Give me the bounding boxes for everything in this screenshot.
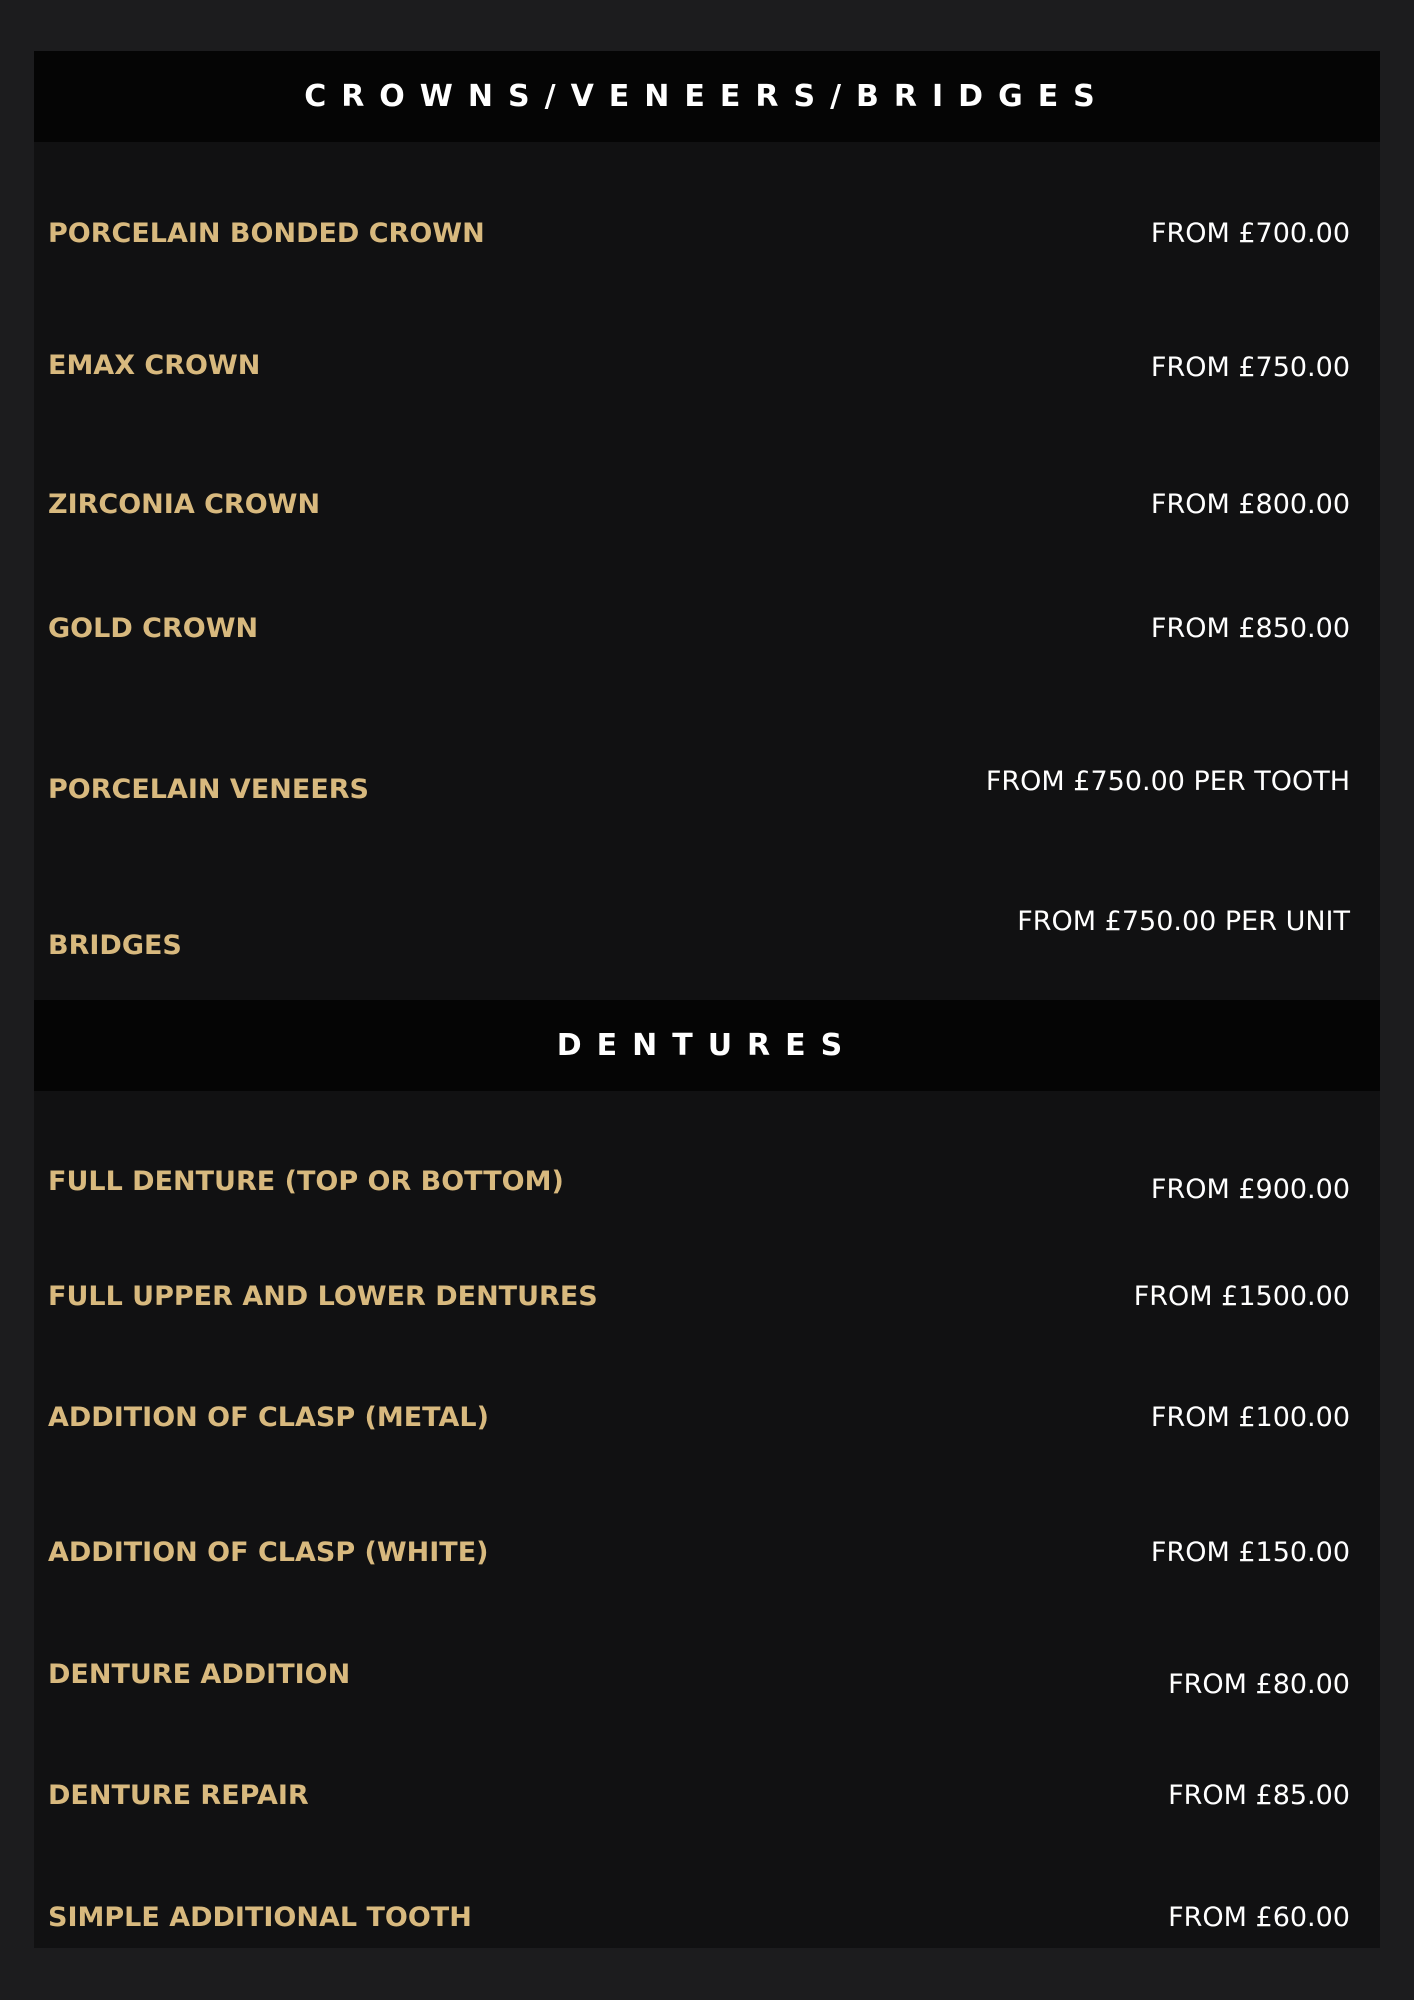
- item-price-porcelain-veneers: FROM £750.00 PER TOOTH: [985, 766, 1350, 797]
- item-price-full-denture: FROM £900.00: [1150, 1174, 1350, 1205]
- item-name-porcelain-bonded-crown: PORCELAIN BONDED CROWN: [48, 218, 485, 249]
- item-price-porcelain-bonded-crown: FROM £700.00: [1150, 218, 1350, 249]
- item-name-denture-addition: DENTURE ADDITION: [48, 1659, 351, 1690]
- item-name-denture-repair: DENTURE REPAIR: [48, 1780, 309, 1811]
- item-price-emax-crown: FROM £750.00: [1150, 352, 1350, 383]
- item-name-porcelain-veneers: PORCELAIN VENEERS: [48, 774, 369, 805]
- item-name-zirconia-crown: ZIRCONIA CROWN: [48, 489, 321, 520]
- item-price-addition-of-clasp-metal: FROM £100.00: [1150, 1402, 1350, 1433]
- item-name-addition-of-clasp-white: ADDITION OF CLASP (WHITE): [48, 1537, 489, 1568]
- item-name-full-denture: FULL DENTURE (TOP OR BOTTOM): [48, 1166, 564, 1197]
- item-name-simple-additional-tooth: SIMPLE ADDITIONAL TOOTH: [48, 1902, 472, 1933]
- section-header-crowns-veneers-bridges: CROWNS/VENEERS/BRIDGES: [34, 51, 1380, 142]
- item-price-gold-crown: FROM £850.00: [1150, 613, 1350, 644]
- item-name-gold-crown: GOLD CROWN: [48, 613, 259, 644]
- item-name-bridges: BRIDGES: [48, 930, 182, 961]
- price-list-panel: [34, 51, 1380, 1948]
- item-price-simple-additional-tooth: FROM £60.00: [1168, 1902, 1350, 1933]
- item-price-denture-addition: FROM £80.00: [1168, 1669, 1350, 1700]
- item-price-full-upper-lower-dentures: FROM £1500.00: [1133, 1281, 1350, 1312]
- item-price-addition-of-clasp-white: FROM £150.00: [1150, 1537, 1350, 1568]
- item-price-bridges: FROM £750.00 PER UNIT: [1017, 906, 1350, 937]
- item-price-zirconia-crown: FROM £800.00: [1150, 489, 1350, 520]
- item-name-full-upper-lower-dentures: FULL UPPER AND LOWER DENTURES: [48, 1281, 598, 1312]
- item-name-emax-crown: EMAX CROWN: [48, 350, 261, 381]
- section-header-dentures: DENTURES: [34, 1000, 1380, 1091]
- item-price-denture-repair: FROM £85.00: [1168, 1780, 1350, 1811]
- item-name-addition-of-clasp-metal: ADDITION OF CLASP (METAL): [48, 1402, 489, 1433]
